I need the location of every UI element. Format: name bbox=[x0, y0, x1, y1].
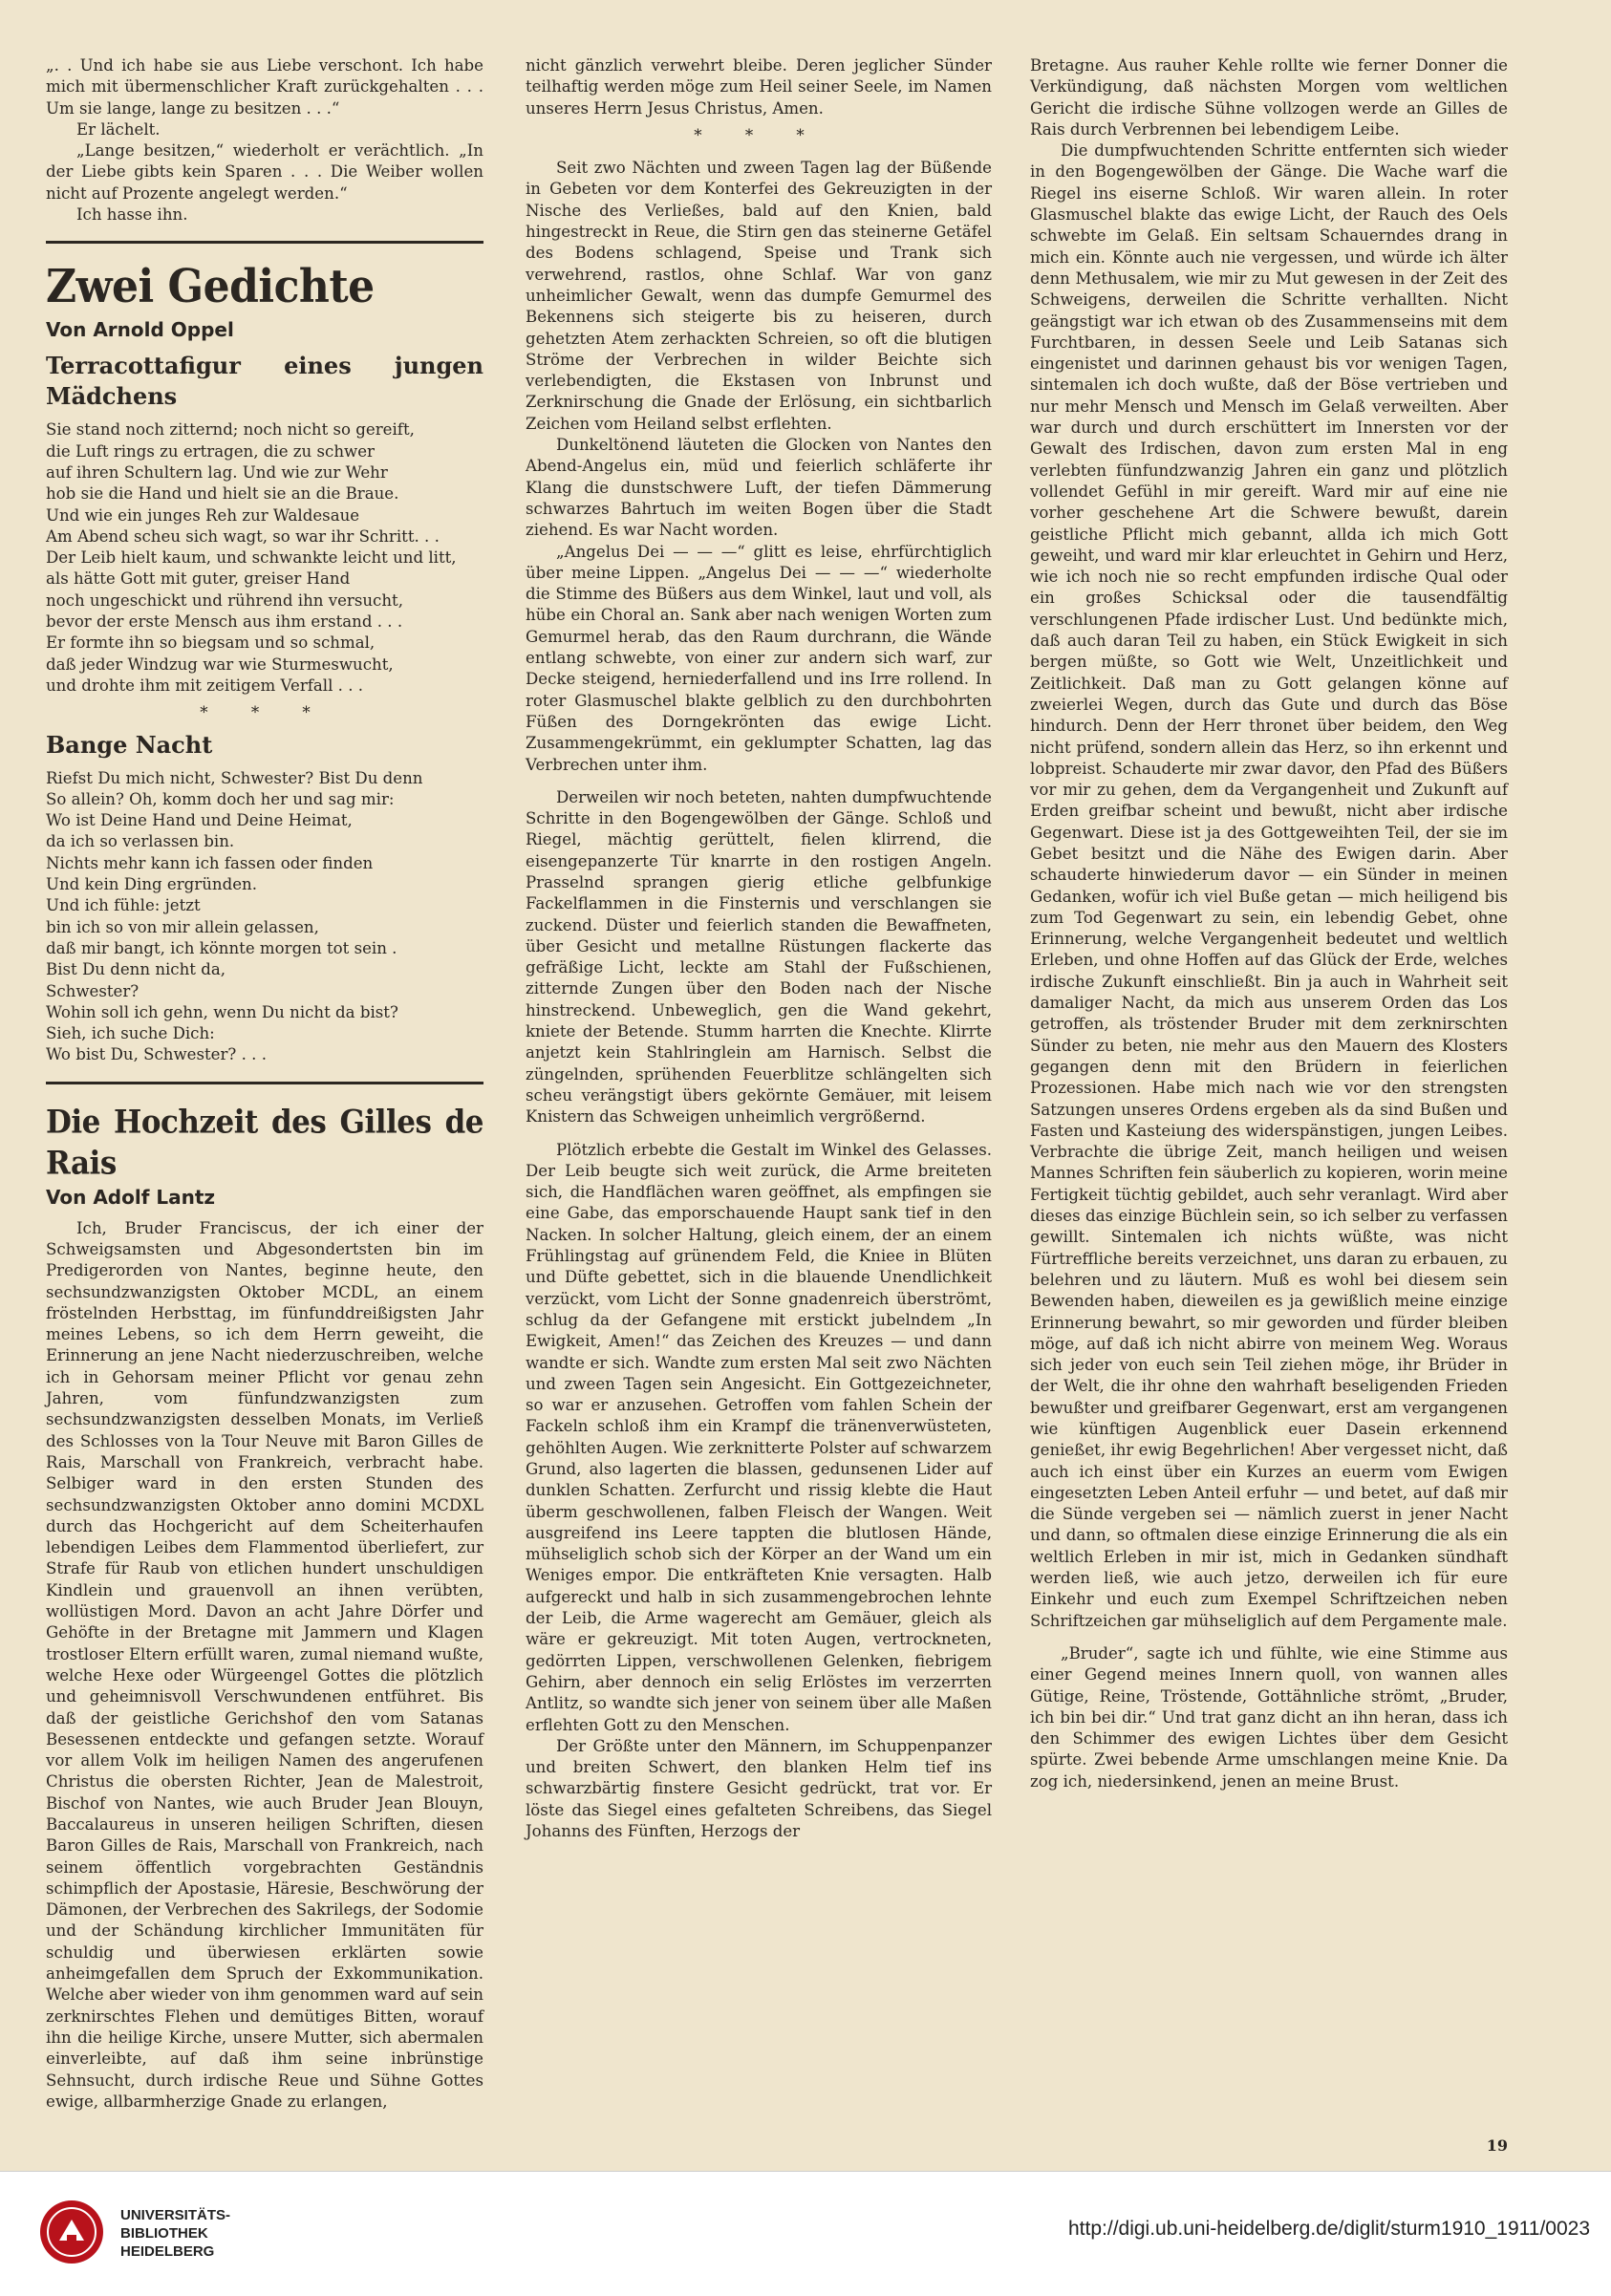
story-paragraph: Ich, Bruder Franciscus, der ich einer der Schweigsamsten und Abgesondertsten bin im Predigerorden von Nantes, beginne heute, den sechsundzwanzigsten Oktober MCDL, an einem fröstelnden Herbsttag, im fünfunddreißigsten Jahr meines Lebens, so ich dem Herrn geweiht, die Erinnerung an jene Nacht niederzuschreiben, welche ich in Gehorsam meiner Pflicht vor genau zehn Jahren, vom fünfundzwanzigsten zum sechsundzwanzigsten desselben Monats, im Verließ des Schlosses von la Tour Neuve mit Baron Gilles de Rais, Marschall von Frankreich, verbracht habe. Selbiger ward in den ersten Stunden des sechsundzwanzigsten Oktober anno domini MCDXL durch das Hochgericht auf dem Scheiterhaufen lebendigen Leibes dem Flammentod überliefert, zur Strafe für Raub von etlichen hundert unschuldigen Kindlein und grauenvoll an ihnen verübten, wollüstigen Mord. Davon an acht Jahre Dörfer und Gehöfte in der Bretagne mit Jammern und Klagen trostloser Eltern erfüllt waren, zumal niemand wußte, welche Hexe oder Würgeengel Gottes die plötzlich und geheimnisvoll Verschwundenen entführet. Bis daß der geistliche Gerichshof den vom Satanas Besessenen entdeckte und gefangen setzte. Worauf vor allem Volk im heiligen Namen des angerufenen Christus die obersten Richter, Jean de Malestroit, Bischof von Nantes, wie auch Bruder Jean Blouyn, Baccalaureus in unseren heiligen Schriften, diesen Baron Gilles de Rais, Marschall von Frankreich, nach seinem öffentlich vorgebrachten Geständnis schimpflich der Apostasie, Häresie, Beschwörung der Dämonen, der Verbrechen des Sakrilegs, der Sodomie und der Schändung kirchlicher Immunitäten für schuldig und überwiesen erklärten sowie anheimgefallen dem Spruch der Exkommunikation. Welche aber wieder von ihm genommen ward auf sein zerknirschtes Flehen und demütiges Bitten, worauf ihn die heilige Kirche, unsere Mutter, sich abermalen einverleibte, auf daß ihm seine inbrünstige Sehnsucht, durch irdische Reue und Sühne Gottes ewige, allbarmherzige Gnade zu erlangen, bbox=[46, 1218, 483, 2111]
story-paragraph: „Bruder“, sagte ich und fühlte, wie eine Stimme aus einer Gegend meines Innern quoll, von wannen alles Gütige, Reine, Tröstende, Gottähnliche strömt, „Bruder, ich bin bei dir.“ Und trat ganz dicht an ihn heran, dass ich den Schimmer des ewigen Lichtes über dem Gesicht spürte. Zwei bebende Arme umschlangen meine Knie. Da zog ich, niedersinkend, jenen an meine Brust. bbox=[1030, 1643, 1508, 1791]
story-paragraph: Derweilen wir noch beteten, nahten dumpfwuchtende Schritte in den Bogengewölben der Gänge. Schloß und Riegel, mächtig gerüttelt, fielen klirrend, die eisengepanzerte Tür knarrte in den rostigen Angeln. Prasselnd sprangen gierig etliche gelbfunkige Fackelflammen in die Finsternis und verschlangen sie zuckend. Düster und feierlich standen die Bewaffneten, über Gesicht und metallne Rüstungen flackerte das gefräßige Licht, leckte am Stahl der Fußschienen, zitternde Zungen über den Boden nach der Nische hinstreckend. Unbeweglich, gen die Wand gekehrt, kniete der Betende. Stumm harrten die Knechte. Klirrte anjetzt kein Stahlringlein am Harnisch. Selbst die züngelnden, sprühenden Feuerblitze schlängelten sich scheu verängstigt übers gekörnte Gemäuer, mit leisem Knistern das Schweigen unheimlich vergrößernd. bbox=[526, 787, 992, 1127]
verse-line: als hätte Gott mit guter, greiser Hand bbox=[46, 569, 351, 589]
story-paragraph: Die dumpfwuchtenden Schritte entfernten sich wieder in den Bogengewölben der Gänge. Die Wache warf die Riegel ins eiserne Schloß. Wir waren allein. In roter Glasmuschel blakte das ewige Licht, der Rauch des Oels schwebte im Gelaß. Ein seltsam Schauerndes drang in mich ein. Könnte auch nie vergessen, und würde ich älter denn Methusalem, wie mir zu Mut gewesen in der Zeit des Schweigens, derweilen die Schritte verhallten. Nicht geängstigt war ich etwan ob des Zusammenseins mit dem Furchtbaren, in dessen Seele und Leib Satanas sich eingenistet und darinnen gehaust bis vor wenigen Tagen, sintemalen ich doch wußte, daß der Böse vertrieben und nur mehr Mensch und Mensch im Gelaß verweilten. Aber war durch und durch erschüttert im Innersten vor der Gewalt des Irdischen, davon zum ersten Mal in eng verlebten fünfundzwanzig Jahren ein ganz und plötzlich vollendet Gefühl in mir gereift. Ward mir auf eine nie vorher geschehene Art die Schwere bewußt, darein geistliche Pflicht mich gebannt, allda ich mich Gott geweiht, und ward mir klar erleuchtet in Gehirn und Herz, wie ich noch nie so recht empfunden irdische Qual oder ein großes Schicksal oder die tausendfältig verschlungenen Pfade irdischer Lust. Und bedünkte mich, daß auch daran Teil zu haben, ein Stück Ewigkeit in sich bergen müßte, so Gott wie Welt, Unzeitlichkeit und Zeitlichkeit. Daß man zu Gott gelangen könne auf zweierlei Wegen, durch das Gute und durch das Böse hindurch. Denn der Herr thronet über beidem, den Weg nicht prüfend, sondern allein das Herz, so ihn erkennt und lobpreist. Schauderte mir zwar davor, den Pfad des Büßers vor mir zu gehen, dem da Vergangenheit und Zukunft auf Erden greifbar scheint und bewußt, nicht aber irdische Gegenwart. Diese ist ja des Gottgeweihten Teil, der sie im Gebet besitzt und die Nähe des Ewigen darin. Aber schauderte hinwiederum davor — ein Sünder in meinen Gedanken, wofür ich viel Buße getan — mich heiligend bis zum Tod Gegenwart zu sein, ein lebendig Gebet, ohne Erinnerung, welche Vergangenheit bedeutet und weltlich Erleben, und ohne Hoffen auf das Glück der Erde, welches irdische Zukunft einschließt. Bin ja auch in Wahrheit seit damaliger Nacht, da mich aus unserem Orden das Los getroffen, als tröstender Bruder mit dem zerknirschten Sünder zu beten, nie mehr aus den Mauern des Klosters gegangen denn mit den Brüdern in feierlichen Prozessionen. Habe mich nach wie vor den strengsten Satzungen unseres Ordens ergeben als da sind Bußen und Fasten und Kasteiung des widerspänstigen, jungen Leibes. Verbrachte die übrige Zeit, manch heiligen und weisen Mannes Schriften fein säuberlich zu kopieren, worin meine Fertigkeit tüchtig gebildet, auch sehr veranlagt. Wird aber dieses das einzige Büchlein sein, so ich selber zu verfassen gewillt. Sintemalen ich nichts wüßte, was nicht Fürtreffliche bereits verzeichnet, uns daran zu erbauen, zu belehren und zu läutern. Muß es wohl bei diesem sein Bewenden haben, dieweilen es ja gewißlich meine einzige Erinnerung bewahrt, so mir geworden und fürder bleiben möge, auf daß ich nicht abirre von meinem Weg. Woraus sich jeder von euch sein Teil ziehen möge, ihr Brüder in der Welt, die ihr ohne den wahrhaft beseligenden Frieden bewußter und greifbarer Gegenwart, erst am vergangenen wie künftigen Augenblick euer Dasein erkennend genießet, ihr ewig Begehrlichen! Aber vergesset nicht, daß auch ich einst über ein Kurzes an euerm vom Ewigen eingesetzten Leben Anteil erfuhr — und betet, auf daß mir die Sünde vergeben sei — nämlich zuerst in jener Nacht und dann, so oftmalen diese einzige Erinnerung die als ein weltlich Erleben in mir ist, mich in Gedanken sündhaft werden ließ, wie auch jetzo, derweilen ich für eure Einkehr und euch zum Exempel Schriftzeichen neben Schriftzeichen gar mühseliglich auf dem Pergamente male. bbox=[1030, 141, 1508, 1630]
poem1-text bbox=[46, 419, 483, 697]
intro-paragraph: „. . Und ich habe sie aus Liebe verschont. Ich habe mich mit übermenschlicher Kraft zurückgehalten . . . Um sie lange, lange zu besitzen . . .“ bbox=[46, 56, 483, 118]
story-paragraph: „Angelus Dei — — —“ glitt es leise, ehrfürchtiglich über meine Lippen. „Angelus Dei — — —“ wiederholte die Stimme des Büßers aus dem Winkel, laut und voll, als hübe ein Choral an. Sank aber nach wenigen Worten zum Gemurmel herab, das den Raum durchrann, die Wände entlang schwebte, von einer zur andern sich warf, zur Decke steigend, herniederfallend und ins Irre rollend. In roter Glasmuschel blakte gelblich zu den durchbohrten Füßen des Dorngekrönten das ewige Licht. Zusammengekrümmt, ein geklumpter Schatten, lag das Verbrechen unter ihm. bbox=[526, 542, 992, 774]
poem2-text bbox=[46, 768, 483, 1066]
page-number: 19 bbox=[1486, 2136, 1508, 2155]
verse-line: hob sie die Hand und hielt sie an die Braue. bbox=[46, 484, 399, 504]
verse-line: auf ihren Schultern lag. Und wie zur Wehr bbox=[46, 462, 388, 482]
verse-line: Bist Du denn nicht da, bbox=[46, 960, 226, 979]
verse-line: bevor der erste Mensch aus ihm erstand . . . bbox=[46, 612, 403, 632]
intro-paragraph: Er lächelt. bbox=[76, 119, 161, 139]
page-url[interactable]: http://digi.ub.uni-heidelberg.de/diglit/sturm1910_1911/0023 bbox=[1068, 2218, 1590, 2240]
story-paragraph: nicht gänzlich verwehrt bleibe. Deren jeglicher Sünder teilhaftig werden möge zum Heil seiner Seele, im Namen unseres Herrn Jesus Christus, Amen. bbox=[526, 56, 992, 118]
library-name-line: HEIDELBERG bbox=[120, 2243, 215, 2260]
library-name-line: BIBLIOTHEK bbox=[120, 2225, 208, 2242]
verse-line: Sie stand noch zitternd; noch nicht so gereift, bbox=[46, 420, 415, 440]
poems-title: Zwei Gedichte bbox=[46, 261, 375, 314]
story-paragraph: Der Größte unter den Männern, im Schuppenpanzer und breiten Schwert, den blanken Helm tief ins schwarzbärtig finstere Gesicht gedrückt, trat vor. Er löste das Siegel eines gefalteten Schreibens, das Siegel Johanns des Fünften, Herzogs der bbox=[526, 1736, 992, 1841]
verse-line: Wo ist Deine Hand und Deine Heimat, bbox=[46, 811, 353, 830]
viewer-footer bbox=[0, 2171, 1611, 2296]
story-paragraph: Dunkeltönend läuteten die Glocken von Nantes den Abend-Angelus ein, müd und feierlich schläferte ihr Klang die dunstschwere Luft, der tiefen Dämmerung schwarzes Bahrtuch im weiten Bogen über die Stadt ziehend. Es war Nacht worden. bbox=[526, 436, 992, 540]
verse-line: Er formte ihn so biegsam und so schmal, bbox=[46, 633, 376, 653]
verse-line: daß mir bangt, ich könnte morgen tot sein . bbox=[46, 938, 397, 957]
section-stars: * * * bbox=[694, 125, 824, 144]
intro-paragraph: „Lange besitzen,“ wiederholt er verächtlich. „In der Liebe gibts kein Sparen . . . Die Weiber wollen nicht auf Prozente angelegt werden.“ bbox=[46, 141, 483, 203]
verse-line: bin ich so von mir allein gelassen, bbox=[46, 917, 319, 936]
verse-line: Wo bist Du, Schwester? . . . bbox=[46, 1045, 267, 1064]
story-title: Die Hochzeit des Gilles de Rais bbox=[46, 1103, 483, 1182]
verse-line: noch ungeschickt und rührend ihn versucht, bbox=[46, 590, 403, 610]
poem1-title: Terracottafigur eines jungen Mädchens bbox=[46, 352, 483, 411]
verse-line: Sieh, ich suche Dich: bbox=[46, 1024, 215, 1043]
verse-line: Und wie ein junges Reh zur Waldesaue bbox=[46, 505, 360, 525]
verse-line: So allein? Oh, komm doch her und sag mir: bbox=[46, 789, 395, 808]
column-3 bbox=[1030, 55, 1508, 1792]
verse-line: Wohin soll ich gehn, wenn Du nicht da bist? bbox=[46, 1002, 398, 1021]
poem2-title: Bange Nacht bbox=[46, 730, 213, 759]
column-2 bbox=[526, 55, 992, 1842]
story-paragraph: Plötzlich erbebte die Gestalt im Winkel des Gelasses. Der Leib beugte sich weit zurück, die Arme breiteten sich, die Handflächen waren geöffnet, als empfingen sie eine Gabe, das emporschauende Haupt sank tief in den Nacken. In solcher Haltung, gleich einem, der an einem Frühlingstag auf grünendem Feld, die Kniee in Blüten und Düfte gebettet, sich in die blauende Unendlichkeit verzückt, vom Licht der Sonne gnadenreich überströmt, schlug da der Gefangene mit erstickt jubelndem „In Ewigkeit, Amen!“ das Zeichen des Kreuzes — und dann wandte er sich. Wandte zum ersten Mal seit zwo Nächten und zween Tagen sein Angesicht. Ein Gottgezeichneter, so war er anzusehen. Getroffen vom fahlen Schein der Fackeln schloß ihm ein Krampf die tränenverwüsteten, gehöhlten Augen. Wie zerknitterte Polster auf schwarzem Grund, also lagerten die blassen, gedunsenen Lider auf dunklen Schatten. Zerfurcht und rissig klebte die Haut überm geschwollenen, falben Fleisch der Wangen. Weit ausgreifend ins Leere tappten die blutlosen Hände, mühseliglich schob sich der Körper an der Wand um ein Weniges empor. Die entkräfteten Knie versagten. Halb aufgereckt und halb in sich zusammengebrochen lehnte der Leib, die Arme wagerecht am Gemäuer, gleich als wäre er gekreuzigt. Mit toten Augen, vertrockneten, gedörrten Lippen, verschwollenen Gelenken, fiebrigem Gehirn, aber dennoch ein selig Erlöstes im verzerrten Antlitz, so wandte sich jener von seinem über alle Maßen erflehten Gott zu den Menschen. bbox=[526, 1140, 992, 1734]
verse-line: daß jeder Windzug war wie Sturmeswucht, bbox=[46, 654, 394, 674]
library-name-line: UNIVERSITÄTS- bbox=[120, 2207, 231, 2223]
verse-line: Am Abend scheu sich wagt, so war ihr Schritt. . . bbox=[46, 526, 440, 546]
verse-line: da ich so verlassen bin. bbox=[46, 832, 235, 851]
column-1 bbox=[46, 55, 483, 2113]
verse-line: Riefst Du mich nicht, Schwester? Bist Du denn bbox=[46, 768, 423, 787]
story-byline: Von Adolf Lantz bbox=[46, 1185, 216, 1209]
library-name bbox=[120, 2206, 230, 2261]
verse-line: Und kein Ding ergründen. bbox=[46, 875, 257, 894]
section-divider bbox=[46, 241, 483, 244]
verse-line: Nichts mehr kann ich fassen oder finden bbox=[46, 853, 374, 872]
section-stars: * * * bbox=[200, 703, 330, 722]
intro-paragraph: Ich hasse ihn. bbox=[76, 205, 188, 225]
story-paragraph: Bretagne. Aus rauher Kehle rollte wie ferner Donner die Verkündigung, daß nächsten Morgen vom weltlichen Gericht die irdische Sühne vollzogen werde an Gilles de Rais durch Verbrennen bei lebendigem Leibe. bbox=[1030, 56, 1508, 139]
poems-byline: Von Arnold Oppel bbox=[46, 318, 234, 342]
verse-line: Schwester? bbox=[46, 981, 140, 1000]
verse-line: Der Leib hielt kaum, und schwankte leicht und litt, bbox=[46, 548, 457, 568]
section-divider bbox=[46, 1082, 483, 1084]
verse-line: Und ich fühle: jetzt bbox=[46, 896, 201, 915]
verse-line: und drohte ihm mit zeitigem Verfall . . . bbox=[46, 676, 364, 695]
verse-line: die Luft rings zu ertragen, die zu schwer bbox=[46, 441, 375, 461]
university-seal-icon bbox=[38, 2199, 105, 2265]
story-paragraph: Seit zwo Nächten und zween Tagen lag der Büßende in Gebeten vor dem Konterfei des Gekreuzigten in der Nische des Verließes, bald auf den Knien, bald hingestreckt in Reue, die Stirn gen das steinerne Getäfel des Bodens schlagend, Speise und Trank sich verwehrend, rastlos, ohne Schlaf. War von ganz unheimlicher Gewalt, wenn das dumpfe Gemurmel des Bekennens sich steigerte bis zu heiseren, durch gehetzten Atem zerhackten Schreien, so oft die blutigen Ströme der Verbrechen in wilder Beichte sich verlebendigten, die Ekstasen von Inbrunst und Zerknirschung die Gnade der Erlösung, ein sichtbarlich Zeichen vom Heiland selbst erflehten. bbox=[526, 159, 992, 433]
